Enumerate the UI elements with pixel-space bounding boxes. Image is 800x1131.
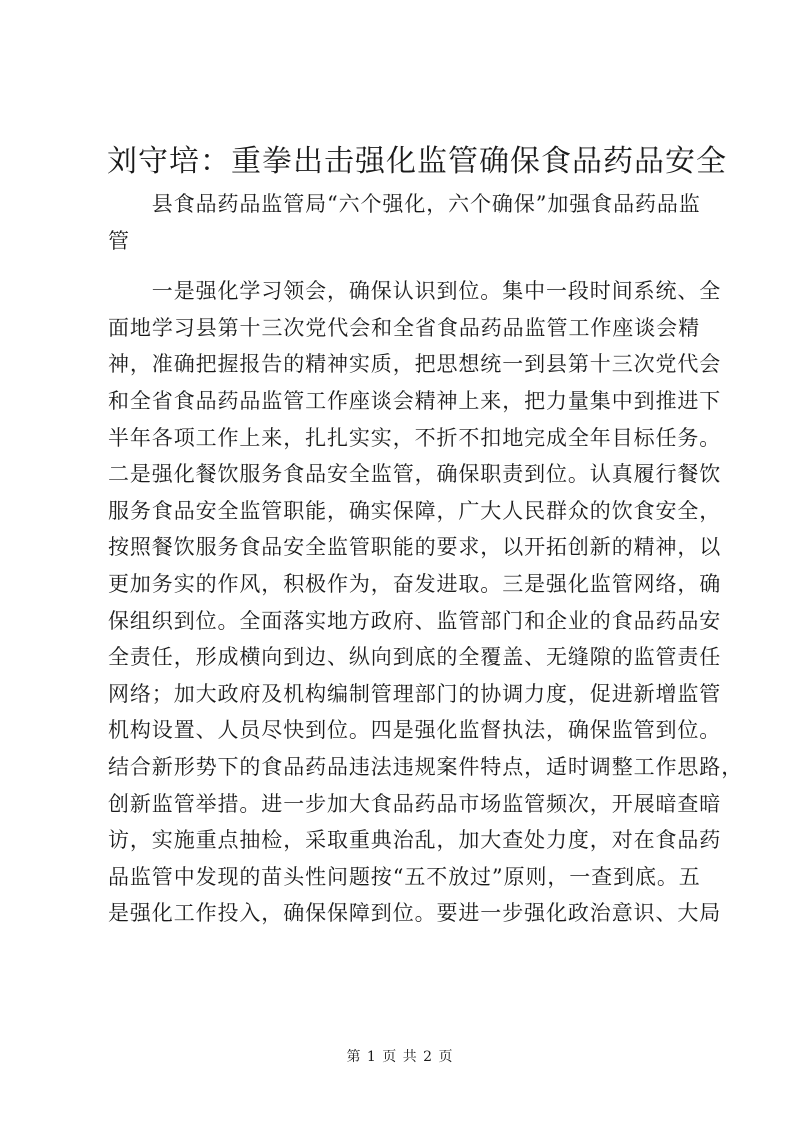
paragraph-line: 二是强化餐饮服务食品安全监管，确保职责到位。认真履行餐饮 <box>108 462 722 487</box>
paragraph-line: 一是强化学习领会，确保认识到位。集中一段时间系统、全 <box>108 279 722 304</box>
paragraph-line: 机构设置、人员尽快到位。四是强化监督执法，确保监管到位。 <box>108 718 722 743</box>
paragraph-line: 和全省食品药品监管工作座谈会精神上来，把力量集中到推进下 <box>108 388 722 413</box>
paragraph-line: 访，实施重点抽检，采取重典治乱，加大查处力度，对在食品药 <box>108 828 722 853</box>
paragraph-line: 网络；加大政府及机构编制管理部门的协调力度，促进新增监管 <box>108 681 722 706</box>
document-body <box>108 186 744 932</box>
paragraph-line: 全责任，形成横向到边、纵向到底的全覆盖、无缝隙的监管责任 <box>108 645 722 670</box>
paragraph-line: 是强化工作投入，确保保障到位。要进一步强化政治意识、大局 <box>108 901 722 926</box>
paragraph-line: 结合新形势下的食品药品违法违规案件特点，适时调整工作思路， <box>108 754 744 779</box>
paragraph-line: 服务食品安全监管职能，确实保障，广大人民群众的饮食安全， <box>108 498 722 523</box>
subtitle-line: 县食品药品监管局“六个强化，六个确保”加强食品药品监 <box>108 192 701 216</box>
paragraph-line: 半年各项工作上来，扎扎实实，不折不扣地完成全年目标任务。 <box>108 425 722 450</box>
paragraph-line: 保组织到位。全面落实地方政府、监管部门和企业的食品药品安 <box>108 608 722 633</box>
paragraph-line: 创新监管举措。进一步加大食品药品市场监管频次，开展暗查暗 <box>108 791 722 816</box>
page-title: 刘守培：重拳出击强化监管确保食品药品安全 <box>107 144 727 179</box>
subtitle-line: 管 <box>108 228 130 253</box>
page-footer: 第 1 页 共 2 页 <box>346 1049 454 1065</box>
paragraph-line: 面地学习县第十三次党代会和全省食品药品监管工作座谈会精 <box>108 315 700 340</box>
paragraph-line: 按照餐饮服务食品安全监管职能的要求，以开拓创新的精神，以 <box>108 535 722 560</box>
paragraph-line: 神，准确把握报告的精神实质，把思想统一到县第十三次党代会 <box>108 352 722 377</box>
paragraph-line: 品监管中发现的苗头性问题按“五不放过”原则，一查到底。五 <box>108 864 701 889</box>
paragraph-line: 更加务实的作风，积极作为，奋发进取。三是强化监管网络，确 <box>108 571 722 596</box>
